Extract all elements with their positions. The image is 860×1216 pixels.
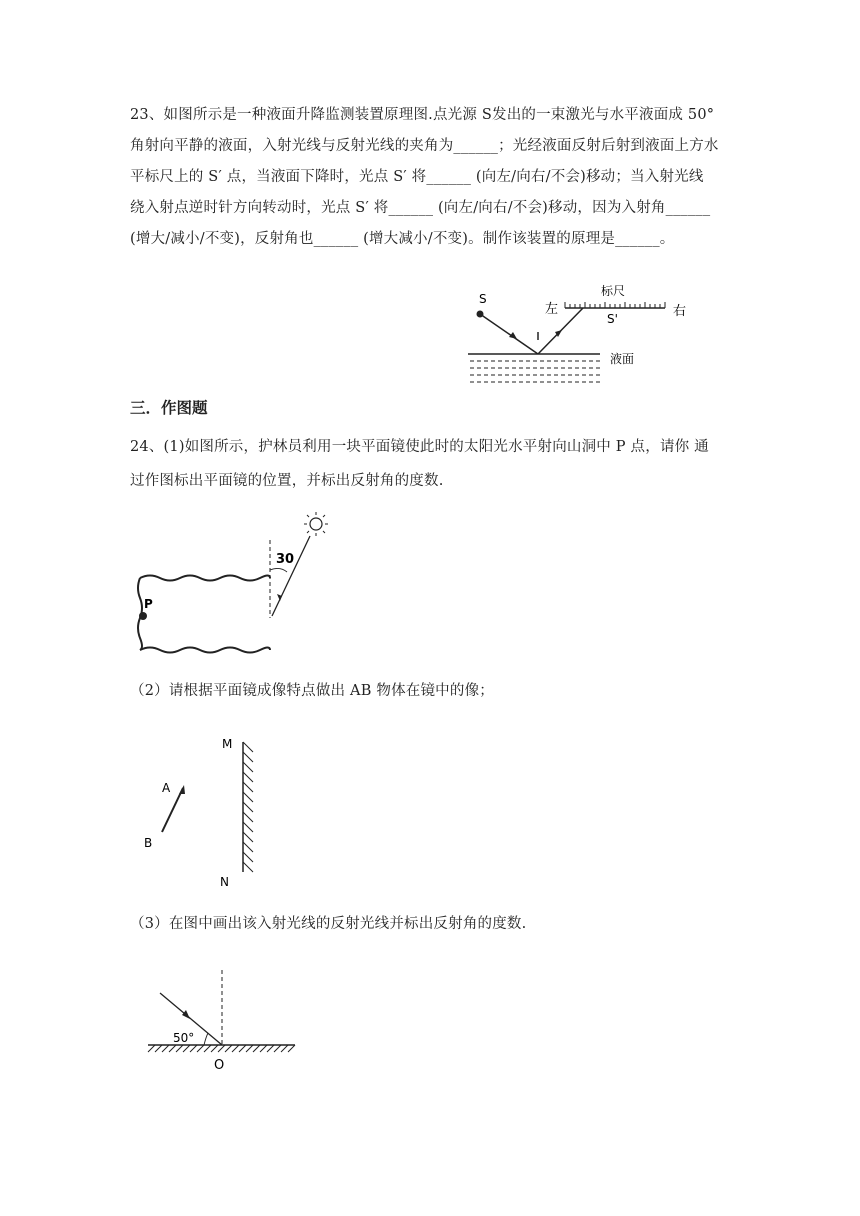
q23-line-5: (增大/减小/不变)，反射角也______ (增大减小/不变)。制作该装置的原理是______。 (130, 231, 675, 247)
liquid-label: 液面 (610, 352, 635, 366)
section-title: 三．作图题 (130, 399, 208, 417)
q23-line-4: 绕入射点逆时针方向转动时，光点 S′ 将______ (向左/向右/不会)移动，因为入射角______ (130, 200, 711, 216)
q24-part3-text: （3）在图中画出该入射光线的反射光线并标出反射角的度数. (130, 916, 527, 932)
incident-arrow (509, 332, 517, 339)
sun-ray (272, 536, 310, 616)
ruler-right-label: 右 (673, 304, 687, 319)
cave-bottom (140, 648, 270, 653)
q24-part1-line-2: 过作图标出平面镜的位置，并标出反射角的度数. (130, 473, 444, 489)
q24-part2-text: （2）请根据平面镜成像特点做出 AB 物体在镜中的像； (130, 683, 494, 699)
point-a-label: A (162, 781, 171, 795)
q23-line-2: 角射向平静的液面，入射光线与反射光线的夹角为______；光经液面反射后射到液面上方水 (130, 138, 719, 154)
q23-line-3: 平标尺上的 S′ 点，当液面下降时，光点 S′ 将______ (向左/向右/不会)移动；当入射光线 (130, 169, 704, 185)
point-b-label: B (144, 836, 153, 850)
point-p-dot (139, 612, 147, 620)
mirror-ab-diagram (130, 720, 290, 890)
angle-arc (270, 568, 287, 572)
sun-icon (304, 512, 328, 536)
mirror-n-label: N (220, 875, 229, 889)
angle-50-label: 50° (173, 1031, 195, 1045)
cave-sun-diagram (130, 510, 340, 660)
incident-ray-50-arrow (182, 1010, 190, 1019)
source-label: S (479, 292, 487, 306)
q23-line-1: 23、如图所示是一种液面升降监测装置原理图.点光源 S发出的一束激光与水平液面成 50° (130, 107, 715, 123)
mirror-surface-hatching (148, 1045, 295, 1052)
point-o-label: O (214, 1058, 225, 1073)
q24-part1-line-1: 24、(1)如图所示，护林员利用一块平面镜使此时的太阳光水平射向山洞中 P 点，请你 通 (130, 439, 709, 455)
incident-ray (480, 314, 538, 354)
liquid-level-diagram (465, 280, 695, 390)
point-p-label: P (144, 597, 153, 611)
object-ab-arrow (179, 785, 185, 794)
liquid-hatching (470, 361, 600, 382)
ruler-left-label: 左 (545, 302, 559, 317)
angle-50-arc (204, 1033, 208, 1045)
reflection-50-diagram (140, 965, 310, 1075)
spot-label: S' (607, 312, 618, 326)
cave-top (140, 576, 270, 581)
angle-30-label: 30 (276, 552, 295, 567)
mirror-hatching (243, 742, 253, 872)
ruler-ticks (565, 302, 665, 308)
mirror-m-label: M (222, 737, 233, 751)
ruler-label: 标尺 (601, 284, 626, 298)
